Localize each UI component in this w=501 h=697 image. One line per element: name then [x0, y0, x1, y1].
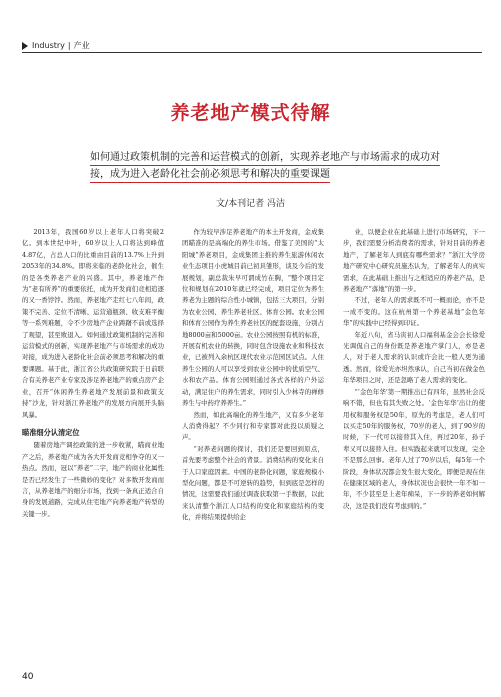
column-2: [182, 227, 324, 524]
page-number: 40: [22, 672, 34, 682]
triangle-icon: [22, 42, 28, 50]
paragraph: 业，以便企业在此基础上进行市场研究，下一步，我们需要分析消费者的需求，针对目前的养老地产，了解老年人到底有哪些需求？”浙江大学房地产研究中心研究员施杰认为，了解老年人的真实需求，在此基础上推出与之相适应的养老产品，是养老地产“落地”的第一步。: [343, 228, 485, 294]
paragraph: 2013年，我国60岁以上老年人口将突破2亿。到本世纪中叶，60岁以上人口将达到峰值4.87亿，占总人口的比重由目前的13.7%上升到2053年的34.8%。即将来临的老龄化社会，催生的是各类养老产业的兴盛。其中，养老地产作为“老有所养”的重要依托，成为开发商们竞相追逐的又一香饽饽。然而，养老地产走红七八年间，政策不完善、定位不清晰、运营通瓶颈、收支难平衡等一系列难题，令不少房地产企业踌躇不前或选择了观望，甚至败退入。如何通过政策机制的完善和运营模式的创新，实现养老地产与市场需求的成功对接，成为进入老龄化社会前必须思考和解决的重要课题。基于此，浙江省公共政策研究院于日前联合有关养老产业专家及涉足养老地产的重点房产企业，召开“休闲养生养老地产发展前景和政策支持”沙龙，针对浙江养老地产的发展方向展开头脑风暴。: [22, 228, 164, 419]
column-3: [343, 227, 485, 512]
paragraph: 年近八旬，省马寅初人口福利基金会会长徐爱光调侃自己的身份既是养老地产掌门人，亦是老人，对于老人需求的认识或许会比一般人更为通透。然而，徐爱光亦坦然承认，自己当初在做金色年华项目之时，还是忽略了老人需求的变化。: [343, 330, 485, 385]
section-label-cn: 产业: [73, 41, 90, 50]
byline: 文/本刊记者 冯洁: [216, 199, 285, 209]
paragraph: 不过，老年人的需求既不可一概而论，亦不是一成不变的。这在杭州第一个养老基地“金色年华”的实践中已经得到印证。: [343, 296, 485, 328]
section-header: [22, 40, 90, 51]
paragraph: 作为较早涉足养老地产的本土开发商，金成集团瞄准的是高端化的养生市场。借鉴了美国的“太阳城”养老项目，金成集团主推的养生旅游休闲农业生态项目小虎城目前已初具雏形，谈及今后的发展规划，副总裁朱早可谓成竹在胸，“整个项目定位和规划在2010年就已经完成，项目定位为养生养老为主题的综合性小城镇，包括三大项目，分别为农业公园、养生养老社区、体育公园。农业公园和体育公园作为养生养老社区的配套设施，分别占地8000亩和5000亩。农业公园按照有机的标准，开展有机农业的转换，同时包含设施农业和科技农业，已被列入余杭区现代农业示范园区试点。人住养生公园的人可以享受到农业公园中的优质空气、水和农产品。体育公园则通过各式各样的户外运动，满足住户的养生需求，同时引入少林寺的禅修养生与中药疗养养生。”: [182, 228, 324, 408]
section-label: Industry: [32, 41, 65, 50]
article-title: 养老地产模式待解: [170, 102, 331, 124]
paragraph: 随着房地产调控政策的进一步收紧，瞄商业地产之后，养老地产成为各大开发商竞相争夺的又一热点。然而，冠以“养老”二字，地产的商业化属性是否已经发生了一些微妙的变化？对多数开发商而言，从养老地产的细分市场，找到一条真正适合自身的发展道路，完成从住宅地产向养老地产转型的关键一步。: [22, 441, 164, 518]
header-rule: [22, 52, 482, 53]
paragraph: “‘金色年华’第一期推出已有四年，虽然社会反响不错，但也有其失败之处。‘金色年华’出让的使用权和服务权是50年，原先的考虑是，老人们可以买走50年的服务权，70岁的老人，到了90岁的时候，下一代可以接替其入住，再过20年，孙子辈又可以接替入住。但实践起来就可以发现，完全不是那么回事。老年人过了70岁以后，每5年一个阶段，身体状况都会发生很大变化，即便是现在住在健康区域的老人，身体状况也会很快一年不如一年，不少甚至是上老年痴呆，下一步的养老如何解决，这是我们没有考虑到的。”: [343, 387, 485, 510]
lead-line-1: 如何通过政策机制的完善和运营模式的创新，实现养老地产与市场需求的成功对: [90, 150, 440, 166]
lead-line-2: 接，成为进入老龄化社会前必须思考和解决的重要课题: [90, 167, 330, 183]
section-heading: 瞄准细分认清定位: [22, 427, 80, 437]
paragraph: “对养老问题的探讨，我们还是要回到原点，首先要考虑整个社会的背景。消费结构的变化来自于人口家庭因素。中国的老龄化问题，家庭规模小型化问题，都是不可逆转的趋势，但到底是怎样的情况，这需要我们通过调查获取第一手数据，以此来认清整个浙江人口结构的变化和家庭结构的变化，并将结果提供给企: [182, 444, 324, 522]
paragraph: 然而，如此高端化的养生地产，又有多少老年人消费得起？不少同行和专家都对此投以质疑之声。: [182, 410, 324, 442]
article-lead: [90, 150, 440, 184]
column-1: [22, 227, 164, 520]
section-separator: |: [67, 41, 71, 50]
